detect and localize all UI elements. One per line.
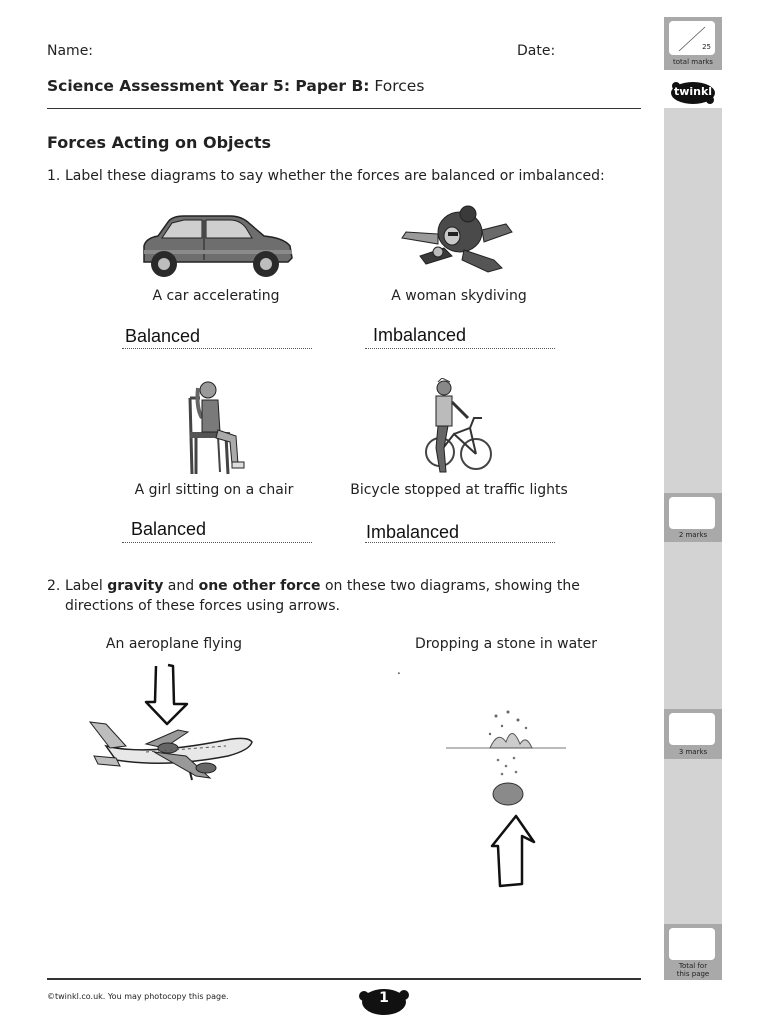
- answer-line-skydiving[interactable]: [365, 348, 555, 349]
- caption-girl-chair: A girl sitting on a chair: [134, 482, 294, 498]
- total-marks-tab: [664, 17, 722, 70]
- q1-number: 1.: [47, 168, 61, 184]
- caption-skydiving: A woman skydiving: [391, 288, 527, 304]
- page-total-tab: [664, 924, 722, 980]
- q1-marks-label: 2 marks: [678, 531, 708, 539]
- answer-girl-chair[interactable]: Balanced: [131, 519, 207, 539]
- answer-bicycle[interactable]: Imbalanced: [366, 522, 460, 542]
- q1-text: Label these diagrams to say whether the forces are balanced or imbalanced:: [65, 168, 605, 184]
- car-icon: [138, 210, 294, 282]
- q2-text-line1: Label gravity and one other force on these two diagrams, showing the: [65, 578, 580, 594]
- stray-mark: .: [397, 663, 401, 677]
- skydiver-icon: [398, 202, 522, 284]
- q2-marks-label: 3 marks: [678, 748, 708, 756]
- page-total-label-1: Total for: [678, 962, 708, 970]
- aeroplane-icon: [86, 716, 256, 784]
- force-arrow-up-icon[interactable]: [488, 812, 538, 890]
- caption-stone: Dropping a stone in water: [414, 636, 598, 652]
- twinkl-logo-text: twinkl: [673, 85, 713, 98]
- title-bold: Science Assessment Year 5: Paper B:: [47, 77, 370, 95]
- total-marks-label: total marks: [673, 58, 713, 66]
- answer-car[interactable]: Balanced: [125, 326, 201, 346]
- answer-line-car[interactable]: [122, 348, 312, 349]
- total-marks-box[interactable]: [669, 21, 715, 55]
- caption-bicycle: Bicycle stopped at traffic lights: [350, 482, 568, 498]
- q2-number: 2.: [47, 578, 61, 594]
- page-total-label-2: this page: [676, 970, 710, 978]
- answer-line-bicycle[interactable]: [365, 542, 555, 543]
- marks-sidebar: [664, 108, 722, 980]
- total-marks-value: 25: [702, 43, 711, 51]
- girl-on-chair-icon: [182, 378, 252, 476]
- date-label: Date:: [517, 43, 556, 59]
- name-label: Name:: [47, 43, 94, 59]
- q2-text-line2: directions of these forces using arrows.: [65, 598, 340, 614]
- page-title: [47, 77, 424, 95]
- caption-car: A car accelerating: [152, 288, 280, 304]
- page-number: 1: [379, 990, 389, 1006]
- stone-in-water-icon: [446, 704, 568, 810]
- page-total-box[interactable]: [669, 928, 715, 960]
- q2-marks-tab: [664, 709, 722, 759]
- header-rule: [47, 108, 641, 109]
- q1-marks-box[interactable]: [669, 497, 715, 529]
- answer-skydiving[interactable]: Imbalanced: [373, 325, 467, 345]
- answer-line-girl-chair[interactable]: [122, 542, 312, 543]
- footer-rule: [47, 978, 641, 980]
- bicycle-icon: [424, 378, 494, 478]
- q1-marks-tab: [664, 493, 722, 542]
- title-rest: Forces: [369, 77, 425, 95]
- q2-marks-box[interactable]: [669, 713, 715, 745]
- footer-copyright: ©twinkl.co.uk. You may photocopy this page.: [47, 992, 229, 1001]
- section-heading: Forces Acting on Objects: [47, 133, 272, 152]
- caption-aeroplane: An aeroplane flying: [105, 636, 243, 652]
